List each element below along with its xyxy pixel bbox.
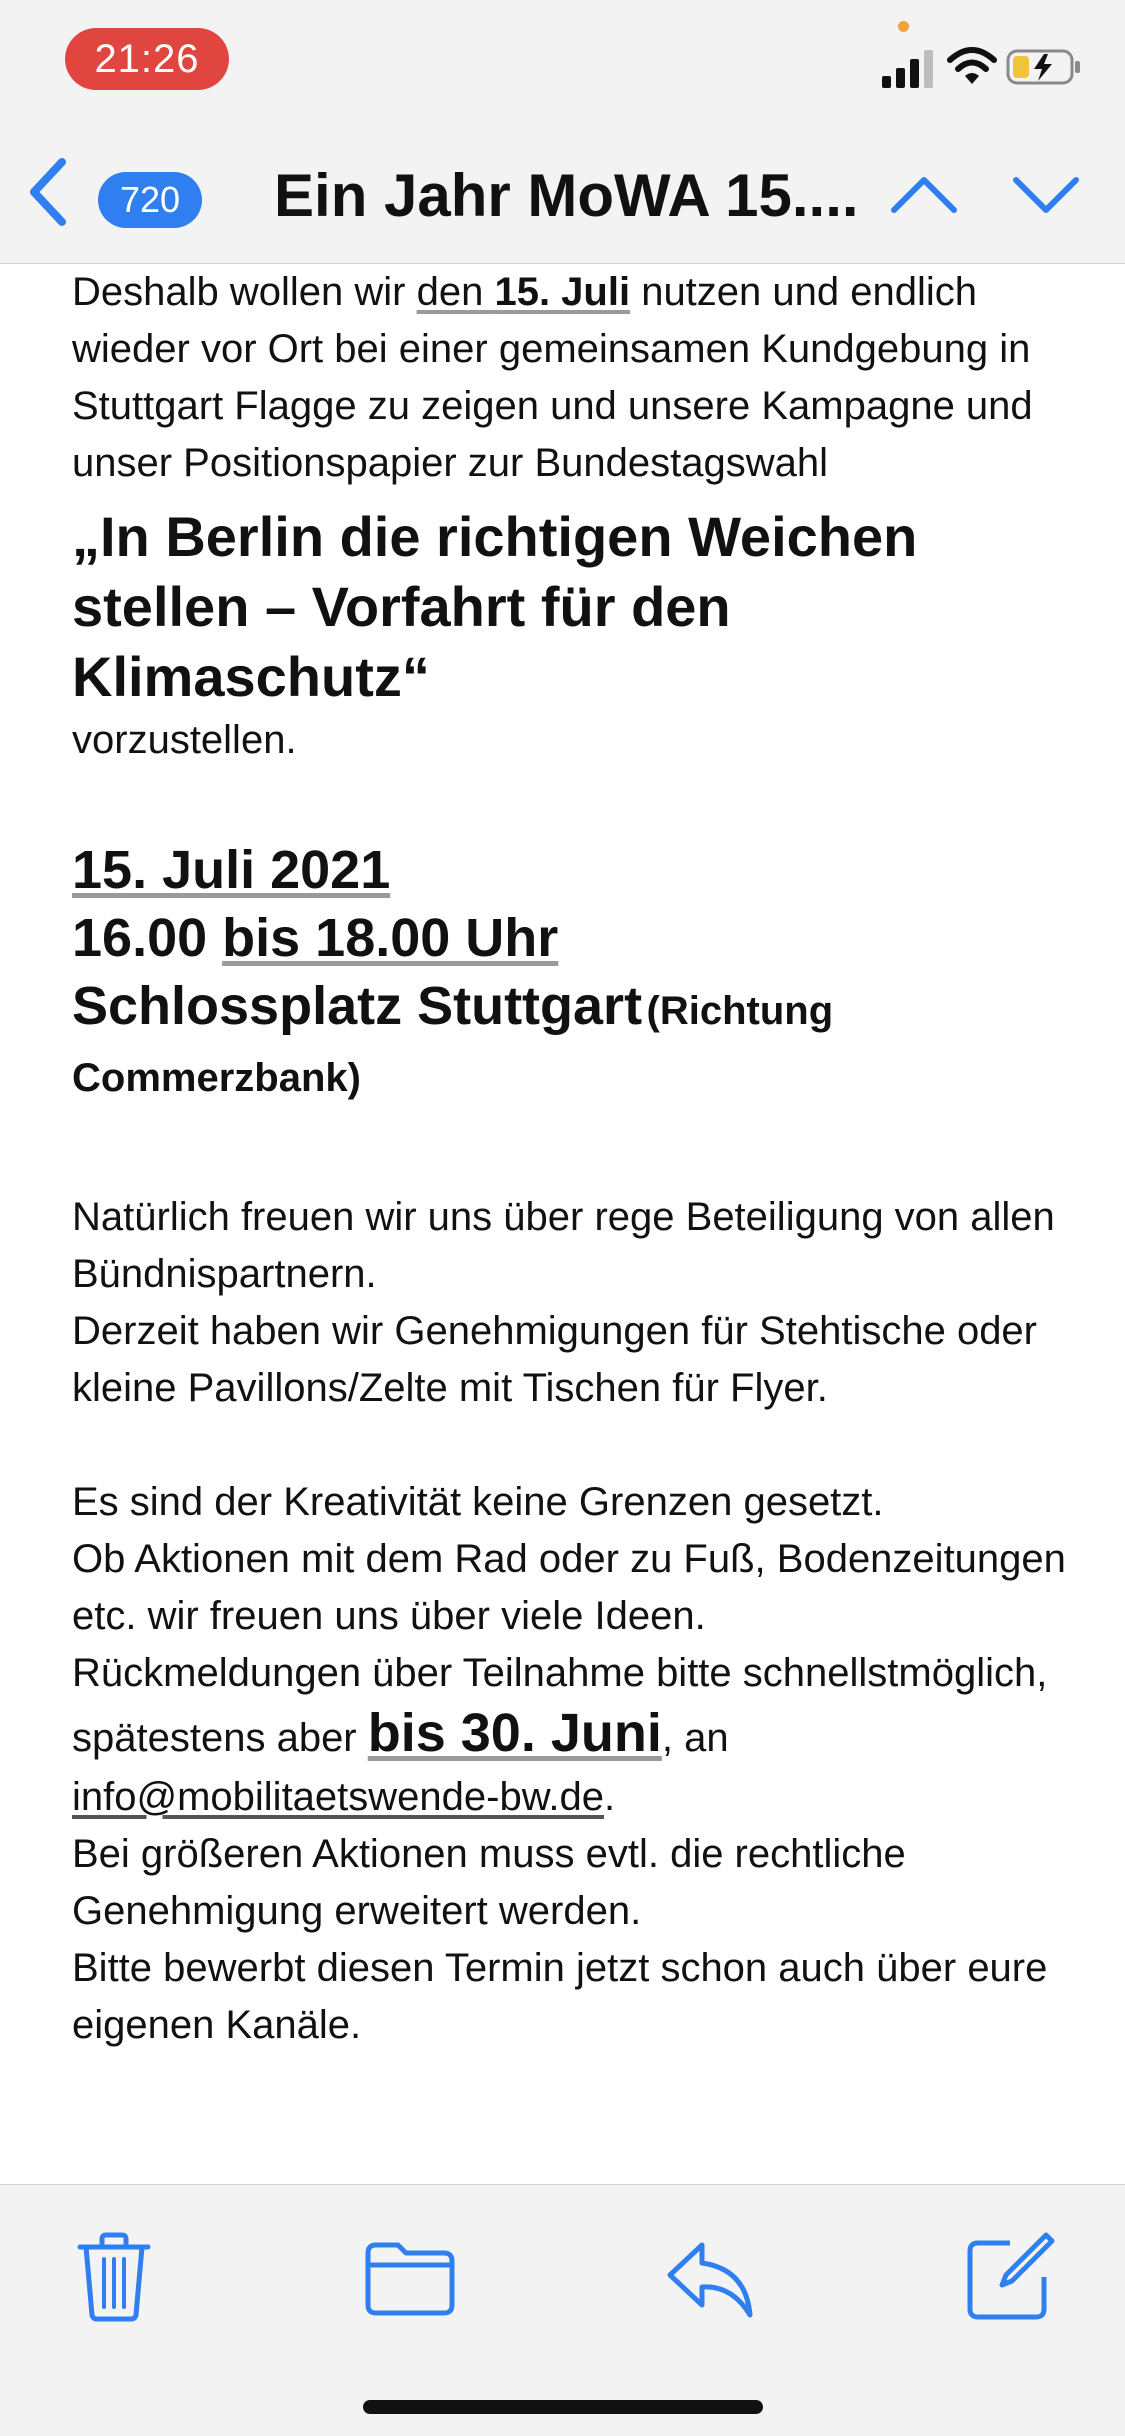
- cellular-signal-icon: [880, 48, 936, 88]
- privacy-indicator-dot: [898, 21, 909, 32]
- event-date[interactable]: 15. Juli 2021: [72, 840, 391, 900]
- email-address-line: [72, 1769, 1082, 1826]
- reply-icon[interactable]: [662, 2229, 758, 2325]
- message-subject-title: Ein Jahr MoWA 15....: [274, 162, 859, 229]
- folder-icon[interactable]: [362, 2229, 458, 2325]
- event-place-detail: (Richtung Commerzbank): [72, 989, 834, 1100]
- email-address-period: .: [604, 1775, 616, 1819]
- home-indicator[interactable]: [363, 2400, 763, 2414]
- chevron-up-icon[interactable]: [888, 170, 960, 220]
- intro-closing: vorzustellen.: [72, 718, 297, 762]
- status-time[interactable]: 21:26: [65, 28, 229, 90]
- date-link-den-text: den: [416, 270, 495, 314]
- chevron-left-icon[interactable]: [22, 154, 74, 230]
- event-time: [72, 904, 1082, 972]
- wifi-icon: [946, 46, 998, 86]
- compose-icon[interactable]: [960, 2229, 1056, 2325]
- paragraph-feedback: Rückmeldungen über Teilnahme bitte schnellstmöglich,: [72, 1651, 1048, 1695]
- paragraph-intro: [72, 264, 1082, 492]
- email-body: [72, 264, 1082, 2184]
- trash-icon[interactable]: [66, 2229, 162, 2325]
- event-location: [72, 972, 1082, 1116]
- intro-text-rest: nutzen und endlich wieder vor Ort bei einer gemeinsamen Kundgebung in Stuttgart Flagge zu zeigen und unsere Kampagne und unser Positionspapier zur Bundestagswahl: [72, 270, 1033, 485]
- chevron-down-icon[interactable]: [1010, 170, 1082, 220]
- contact-email-link[interactable]: info@mobilitaetswende-bw.de: [72, 1775, 605, 1819]
- event-time-range-link[interactable]: bis 18.00 Uhr: [222, 908, 559, 968]
- deadline-pre: spätestens aber: [72, 1716, 368, 1760]
- battery-charging-icon: [1006, 48, 1082, 86]
- intro-text: Deshalb wollen wir: [72, 270, 417, 314]
- deadline-date-link[interactable]: bis 30. Juni: [367, 1703, 662, 1763]
- paragraph-participation: Natürlich freuen wir uns über rege Beteiligung von allen Bündnispartnern.: [72, 1195, 1055, 1296]
- event-time-start: 16.00: [72, 908, 223, 968]
- status-bar: [0, 0, 1125, 120]
- campaign-headline: „In Berlin die richtigen Weichen stellen – Vorfahrt für den Klimaschutz“: [72, 505, 918, 708]
- date-link-date: 15. Juli: [494, 270, 631, 314]
- paragraph-permits: Derzeit haben wir Genehmigungen für Stehtische oder kleine Pavillons/Zelte mit Tischen für Flyer.: [72, 1309, 1037, 1410]
- message-toolbar: [0, 2184, 1125, 2436]
- unread-count-badge[interactable]: 720: [98, 172, 202, 228]
- paragraph-ideas: Ob Aktionen mit dem Rad oder zu Fuß, Bodenzeitungen etc. wir freuen uns über viele Ideen.: [72, 1537, 1066, 1638]
- deadline-post: , an: [661, 1716, 729, 1760]
- paragraph-deadline: [72, 1702, 1082, 1769]
- date-link-den[interactable]: [417, 270, 630, 314]
- paragraph-legal: Bei größeren Aktionen muss evtl. die rechtliche Genehmigung erweitert werden.: [72, 1832, 906, 1933]
- paragraph-creativity: Es sind der Kreativität keine Grenzen gesetzt.: [72, 1480, 884, 1524]
- message-nav-bar: [0, 120, 1125, 264]
- event-place: Schlossplatz Stuttgart: [72, 976, 643, 1036]
- paragraph-promote: Bitte bewerbt diesen Termin jetzt schon auch über eure eigenen Kanäle.: [72, 1946, 1048, 2047]
